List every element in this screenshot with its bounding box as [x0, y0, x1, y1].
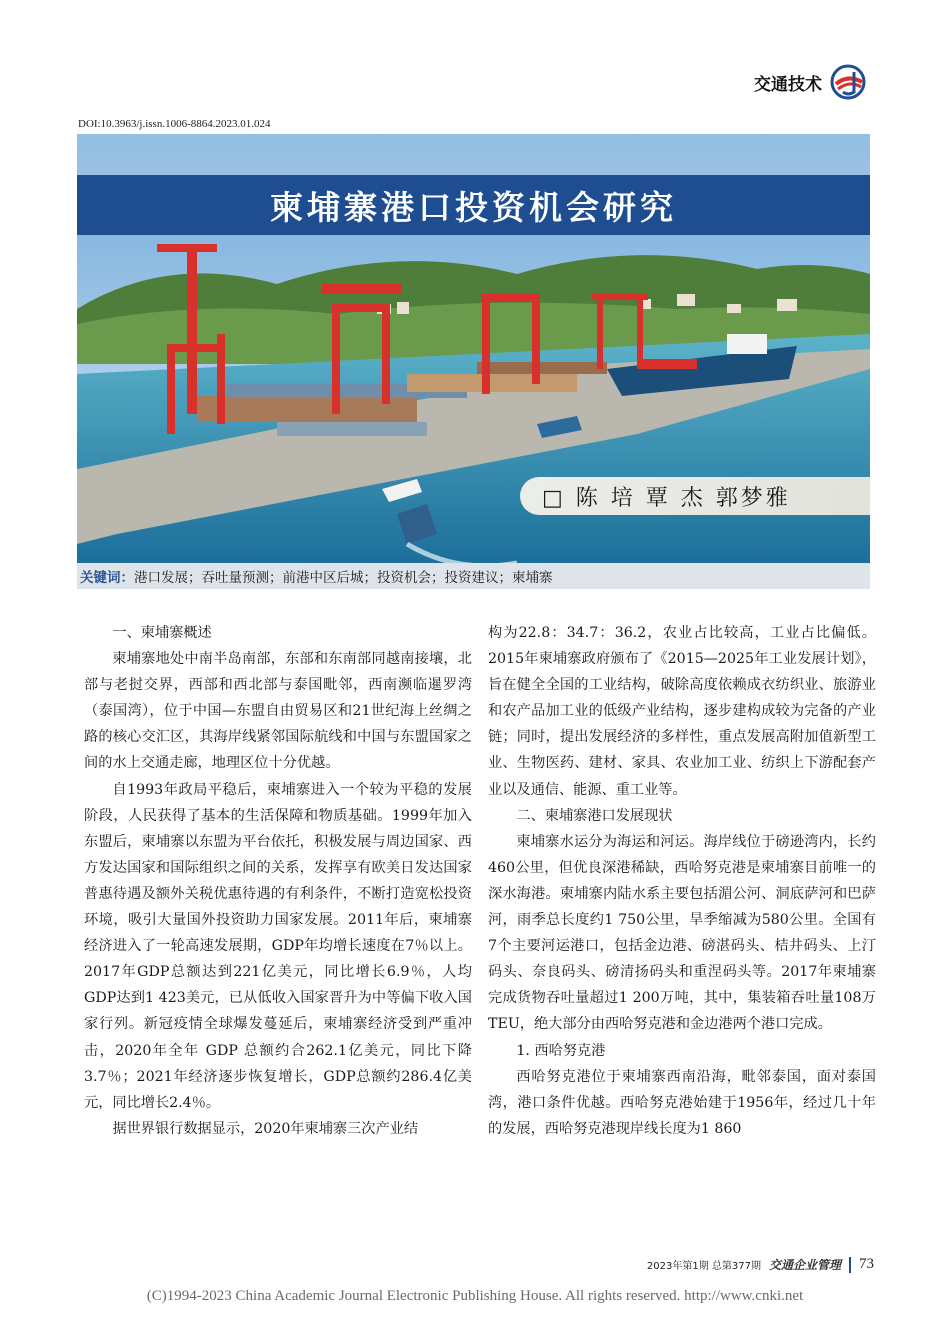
- body-paragraph: 柬埔寨地处中南半岛南部，东部和东南部同越南接壤，北部与老挝交界，西部和西北部与泰国毗邻，西南濒临暹罗湾（泰国湾），位于中国—东盟自由贸易区和21世纪海上丝绸之路的核心交汇区，其海岸线紧邻国际航线和中国与东盟国家之间的水上交通走廊，地理区位十分优越。: [84, 651, 472, 772]
- body-paragraph: 西哈努克港位于柬埔寨西南沿海，毗邻泰国，面对泰国湾，港口条件优越。西哈努克港始建于1956年，经过几十年的发展，西哈努克港现岸线长度为1 860: [488, 1068, 876, 1137]
- body-left-column: [84, 620, 472, 1142]
- body-paragraph: 据世界银行数据显示，2020年柬埔寨三次产业结: [112, 1120, 419, 1137]
- section-heading: 二、柬埔寨港口发展现状: [516, 807, 673, 824]
- body-paragraph: 自1993年政局平稳后，柬埔寨进入一个较为平稳的发展阶段，人民获得了基本的生活保障和物质基础。1999年加入东盟后，柬埔寨以东盟为平台依托，积极发展与周边国家、西方发达国家和国际组织之间的关系，发挥享有欧美日发达国家普惠待遇及额外关税优惠待遇的有利条件，不断打造宽松投资环境，吸引大量国外投资助力国家发展。2011年后，柬埔寨经济进入了一轮高速发展期，GDP年均增长速度在7％以上。2017年GDP总额达到221亿美元，同比增长6.9％，人均GDP达到1 423美元，已从低收入国家晋升为中等偏下收入国家行列。新冠疫情全球爆发蔓延后，柬埔寨经济受到严重冲击，2020年全年 GDP 总额约合262.1亿美元，同比下降3.7％；2021年经济逐步恢复增长，GDP总额约286.4亿美元，同比增长2.4％。: [84, 781, 472, 1111]
- body-paragraph-continued: 构为22.8：34.7：36.2，农业占比较高，工业占比偏低。2015年柬埔寨政府颁布了《2015—2025年工业发展计划》，旨在健全全国的工业结构，破除高度依赖成衣纺织业、旅游业和农产品加工业的低级产业结构，逐步建构成较为完备的产业链；同时，提出发展经济的多样性，重点发展高附加值新型工业、生物医药、建材、家具、农业加工业、纺织上下游配套产业以及通信、能源、重工业等。: [488, 625, 876, 798]
- author-banner: □ 陈 培 覃 杰 郭梦雅: [520, 477, 870, 515]
- body-right-column: [488, 620, 876, 1142]
- hero-photo: [77, 134, 870, 563]
- subsection-heading: 1. 西哈努克港: [516, 1042, 606, 1059]
- keywords-bar: [77, 563, 870, 589]
- keywords-text: 港口发展；吞吐量预测；前港中区后城；投资机会；投资建议；柬埔寨: [134, 570, 553, 586]
- issue-info: 2023年第1期 总第377期: [646, 1261, 761, 1272]
- journal-emblem-icon: [828, 62, 868, 102]
- journal-logo: [754, 62, 868, 102]
- journal-logo-text: 交通技术: [754, 74, 822, 95]
- keywords-label: 关键词：: [80, 570, 134, 586]
- page-number: 73: [859, 1256, 874, 1272]
- article-title: 柬埔寨港口投资机会研究: [270, 187, 677, 227]
- section-heading: 一、柬埔寨概述: [112, 625, 212, 641]
- journal-name: 交通企业管理: [768, 1258, 841, 1272]
- page-footer: [647, 1256, 874, 1273]
- article-title-bar: [77, 175, 870, 235]
- doi-text: DOI:10.3963/j.issn.1006-8864.2023.01.024: [78, 118, 271, 130]
- footer-divider: [849, 1257, 851, 1273]
- copyright-line: (C)1994-2023 China Academic Journal Electronic Publishing House. All rights reserved. http://www.cnki.net: [146, 1288, 804, 1304]
- body-paragraph: 柬埔寨水运分为海运和河运。海岸线位于磅逊湾内，长约460公里，但优良深港稀缺，西哈努克港是柬埔寨目前唯一的深水海港。柬埔寨内陆水系主要包括湄公河、洞底萨河和巴萨河，雨季总长度约1 750公里，旱季缩减为580公里。全国有7个主要河运港口，包括金边港、磅湛码头、桔井码头、上汀码头、奈良码头、磅清扬码头和重涅码头等。2017年柬埔寨完成货物吞吐量超过1 200万吨，其中，集装箱吞吐量108万TEU，绝大部分由西哈努克港和金边港两个港口完成。: [488, 833, 876, 1033]
